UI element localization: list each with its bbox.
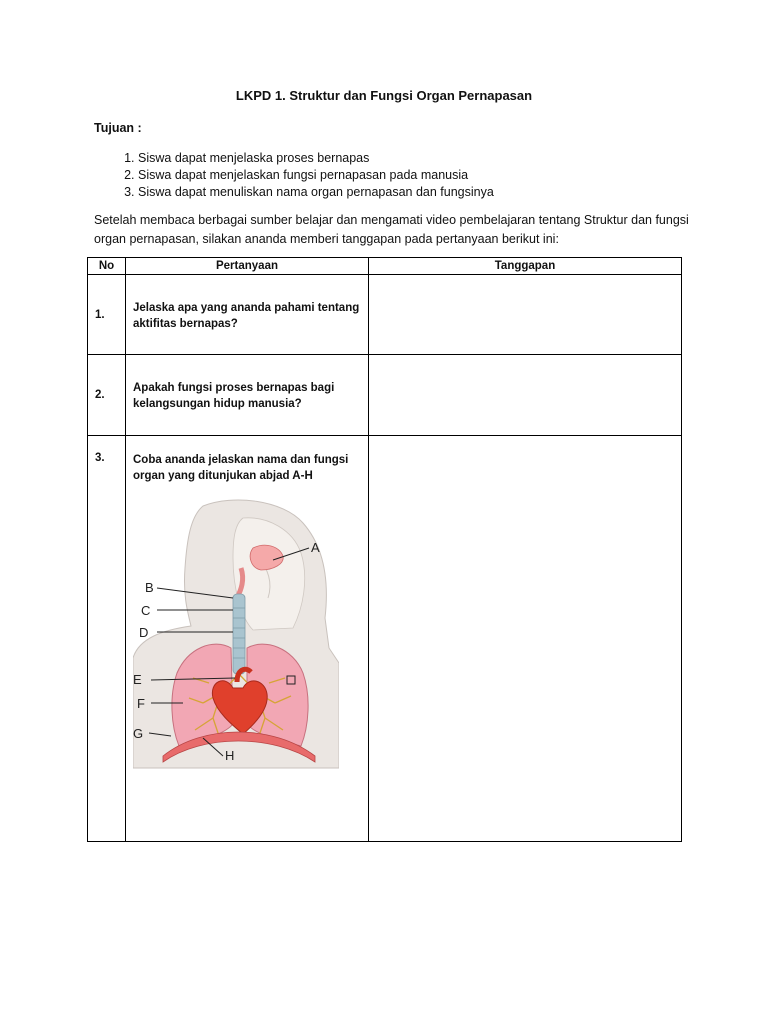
table-row	[88, 275, 682, 355]
goal-item: 3. Siswa dapat menuliskan nama organ pernapasan dan fungsinya	[138, 184, 494, 201]
question-cell	[126, 275, 369, 355]
answer-cell[interactable]	[369, 275, 682, 355]
goal-item: 2. Siswa dapat menjelaskan fungsi pernapasan pada manusia	[138, 167, 494, 184]
header-no: No	[88, 258, 126, 275]
page-title: LKPD 1. Struktur dan Fungsi Organ Pernapasan	[235, 88, 533, 103]
question-text: Coba ananda jelaskan nama dan fungsi organ yang ditunjukan abjad A-H	[133, 454, 349, 482]
question-cell	[126, 355, 369, 436]
answer-cell[interactable]	[369, 436, 682, 842]
respiratory-system-illustration	[133, 498, 339, 788]
label-a: A	[311, 540, 320, 555]
question-table	[87, 257, 682, 842]
label-g: G	[133, 726, 144, 741]
row-number: 1.	[88, 275, 126, 355]
question-cell	[126, 436, 369, 842]
intro-paragraph: Setelah membaca berbagai sumber belajar dan mengamati video pembelajaran tentang Struktur dan fungsi organ pernapasan, silakan ananda memberi tanggapan pada pertanyaan berikut ini:	[94, 213, 689, 246]
question-text: Jelaska apa yang ananda pahami tentang aktifitas bernapas?	[133, 301, 360, 330]
label-c: C	[141, 603, 151, 618]
row-number: 3.	[88, 436, 126, 842]
label-h: H	[225, 748, 235, 763]
tujuan-label: Tujuan :	[94, 121, 142, 135]
header-tanggapan: Tanggapan	[369, 258, 682, 275]
goals-list	[94, 150, 494, 201]
label-f: F	[137, 696, 145, 711]
table-row	[88, 355, 682, 436]
label-d: D	[139, 625, 149, 640]
label-b: B	[145, 580, 154, 595]
respiratory-diagram	[133, 498, 361, 791]
row-number: 2.	[88, 355, 126, 436]
question-text: Apakah fungsi proses bernapas bagi kelangsungan hidup manusia?	[133, 382, 335, 410]
answer-cell[interactable]	[369, 355, 682, 436]
label-e: E	[133, 672, 142, 687]
goal-item: 1. Siswa dapat menjelaska proses bernapas	[138, 150, 494, 167]
header-pertanyaan: Pertanyaan	[126, 258, 369, 275]
table-row	[88, 436, 682, 842]
